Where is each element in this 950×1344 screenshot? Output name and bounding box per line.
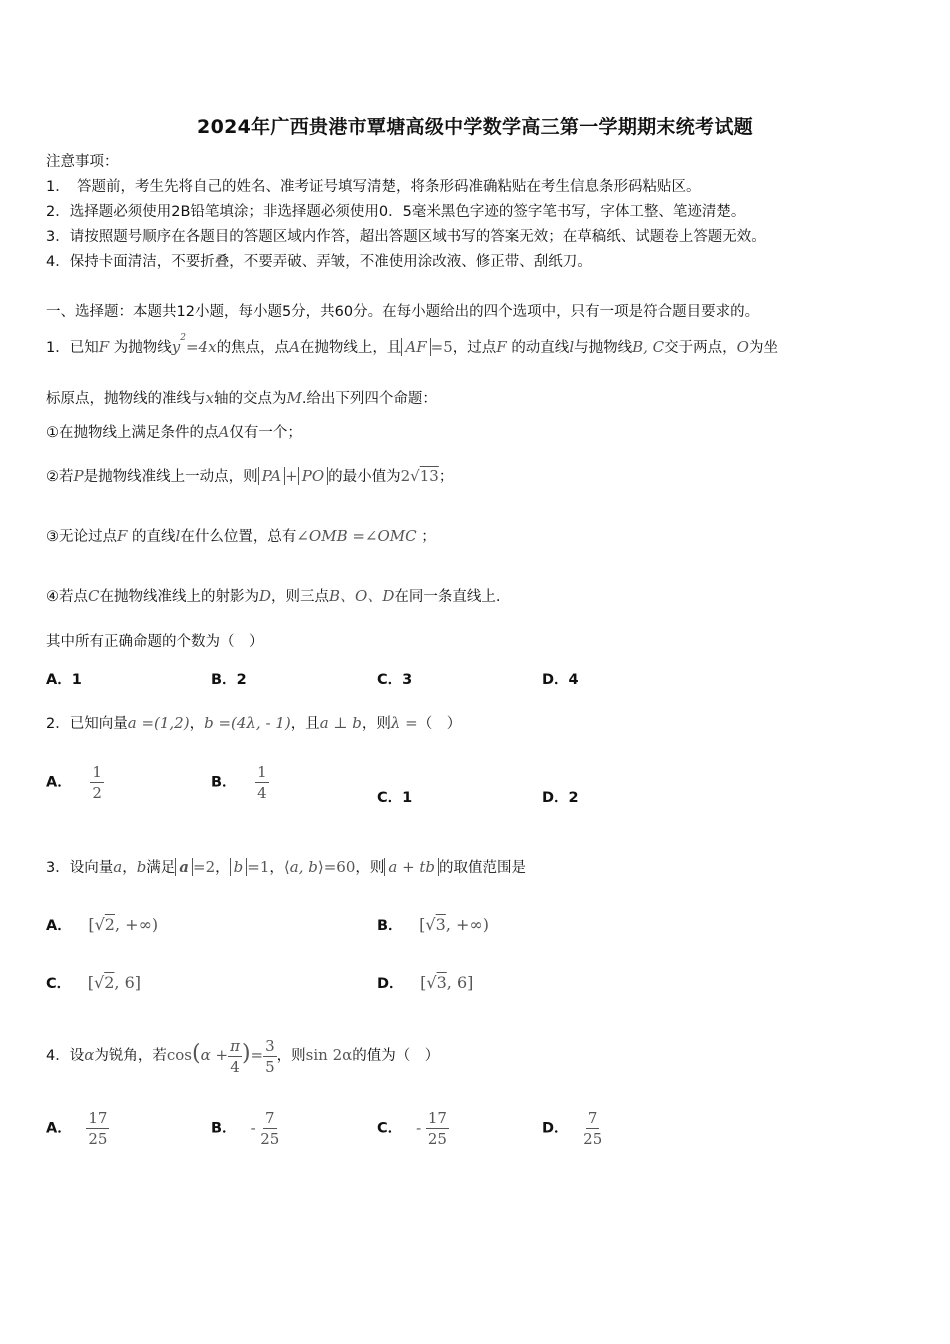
q1-af: AF	[401, 338, 430, 356]
q4-option-c: C． - $\frac{17}{25}$	[377, 1109, 447, 1148]
q1-text: 为坐	[748, 340, 778, 356]
q1-text: 轴的交点为	[213, 391, 287, 407]
q1-text: 1．已知	[46, 340, 99, 356]
q1-text: 交于两点，	[664, 340, 737, 356]
q2-option-d: D．2	[542, 790, 579, 806]
section-heading: 一、选择题：本题共12小题，每小题5分，共60分。在每小题给出的四个选项中，只有一项是符合题目要求的。	[46, 304, 760, 320]
q2-option-c: C．1	[377, 790, 413, 806]
q1-text: .给出下列四个命题：	[301, 391, 437, 407]
q4-stem: 4．设α为锐角，若cos(α + $\frac{\pi}{4}$ )= $\frac{3}{5}$ ，则sin 2α的值为（ ）	[46, 1036, 440, 1076]
q1-af-eq: =5	[430, 338, 453, 356]
notice-item: 3．请按照题号顺序在各题目的答题区域内作答，超出答题区域书写的答案无效；在草稿纸、试题卷上答题无效。	[46, 229, 766, 245]
q1-text: 的焦点，点	[216, 340, 290, 356]
q4-option-b: B． - $\frac{7}{25}$	[211, 1109, 280, 1148]
q1-text: 为抛物线	[113, 340, 172, 356]
q1-option-a: A．1	[46, 672, 82, 688]
q1-line-l: l	[569, 338, 575, 356]
q1-text: 在抛物线上，且	[299, 340, 402, 356]
q1-ask: 其中所有正确命题的个数为（ ）	[46, 634, 264, 650]
q1-origin-o: O	[736, 338, 749, 356]
q4-option-d: D． $\frac{7}{25}$	[542, 1109, 603, 1148]
q1-focus-f: F	[496, 338, 507, 356]
q1-points-bc: B, C	[632, 338, 665, 356]
q1-option-b: B．2	[211, 672, 247, 688]
q2-stem: 2．已知向量a =(1,2)，b =(4λ, - 1)，且a ⊥ b，则λ =（ ）	[46, 714, 462, 732]
q2-option-a: A． $\frac{1}{2}$	[46, 763, 102, 802]
q1-line-1	[46, 333, 778, 360]
q1-point-a: A	[289, 338, 300, 356]
q1-statement-1: ①在抛物线上满足条件的点A仅有一个；	[46, 423, 302, 441]
q3-option-c: C． [√2, 6]	[46, 973, 141, 992]
notice-heading: 注意事项：	[46, 154, 119, 170]
q1-text: ，过点	[452, 340, 497, 356]
q1-parabola: $y^2=4x$	[171, 333, 217, 356]
q1-point-m: M	[286, 389, 302, 407]
q1-statement-2: ②若P是抛物线准线上一动点，则 PA + PO 的最小值为2√13；	[46, 467, 454, 485]
q3-option-b: B． [√3, +∞)	[377, 915, 489, 934]
q1-focus-f: F	[98, 338, 110, 356]
q3-option-d: D． [√3, 6]	[377, 973, 474, 992]
q3-stem: 3．设向量a，b满足 a =2， b =1，⟨a, b⟩=60，则 a + tb 的取值范围是	[46, 858, 527, 876]
page-title: 2024年广西贵港市覃塘高级中学数学高三第一学期期末统考试题	[197, 116, 753, 138]
notice-item: 1． 答题前，考生先将自己的姓名、准考证号填写清楚，将条形码准确粘贴在考生信息条形码粘贴区。	[46, 179, 701, 195]
q1-text: 的动直线	[511, 340, 570, 356]
q1-x: x	[205, 389, 214, 407]
q1-statement-4: ④若点C在抛物线准线上的射影为D，则三点B、O、D在同一条直线上.	[46, 587, 501, 605]
q1-line-2	[46, 388, 437, 409]
notice-item: 4．保持卡面清洁，不要折叠，不要弄破、弄皱，不准使用涂改液、修正带、刮纸刀。	[46, 254, 592, 270]
notice-item: 2．选择题必须使用2B铅笔填涂；非选择题必须使用0．5毫米黑色字迹的签字笔书写，字体工整、笔迹清楚。	[46, 204, 746, 220]
q1-text: 标原点，抛物线的准线与	[46, 391, 206, 407]
q1-option-c: C．3	[377, 672, 413, 688]
q2-option-b: B． $\frac{1}{4}$	[211, 763, 267, 802]
q1-option-d: D．4	[542, 672, 579, 688]
q3-option-a: A． [√2, +∞)	[46, 915, 159, 934]
q1-statement-3: ③无论过点F 的直线l在什么位置，总有∠OMB =∠OMC ；	[46, 527, 436, 545]
q1-text: 与抛物线	[574, 340, 633, 356]
q4-option-a: A． $\frac{17}{25}$	[46, 1109, 108, 1148]
